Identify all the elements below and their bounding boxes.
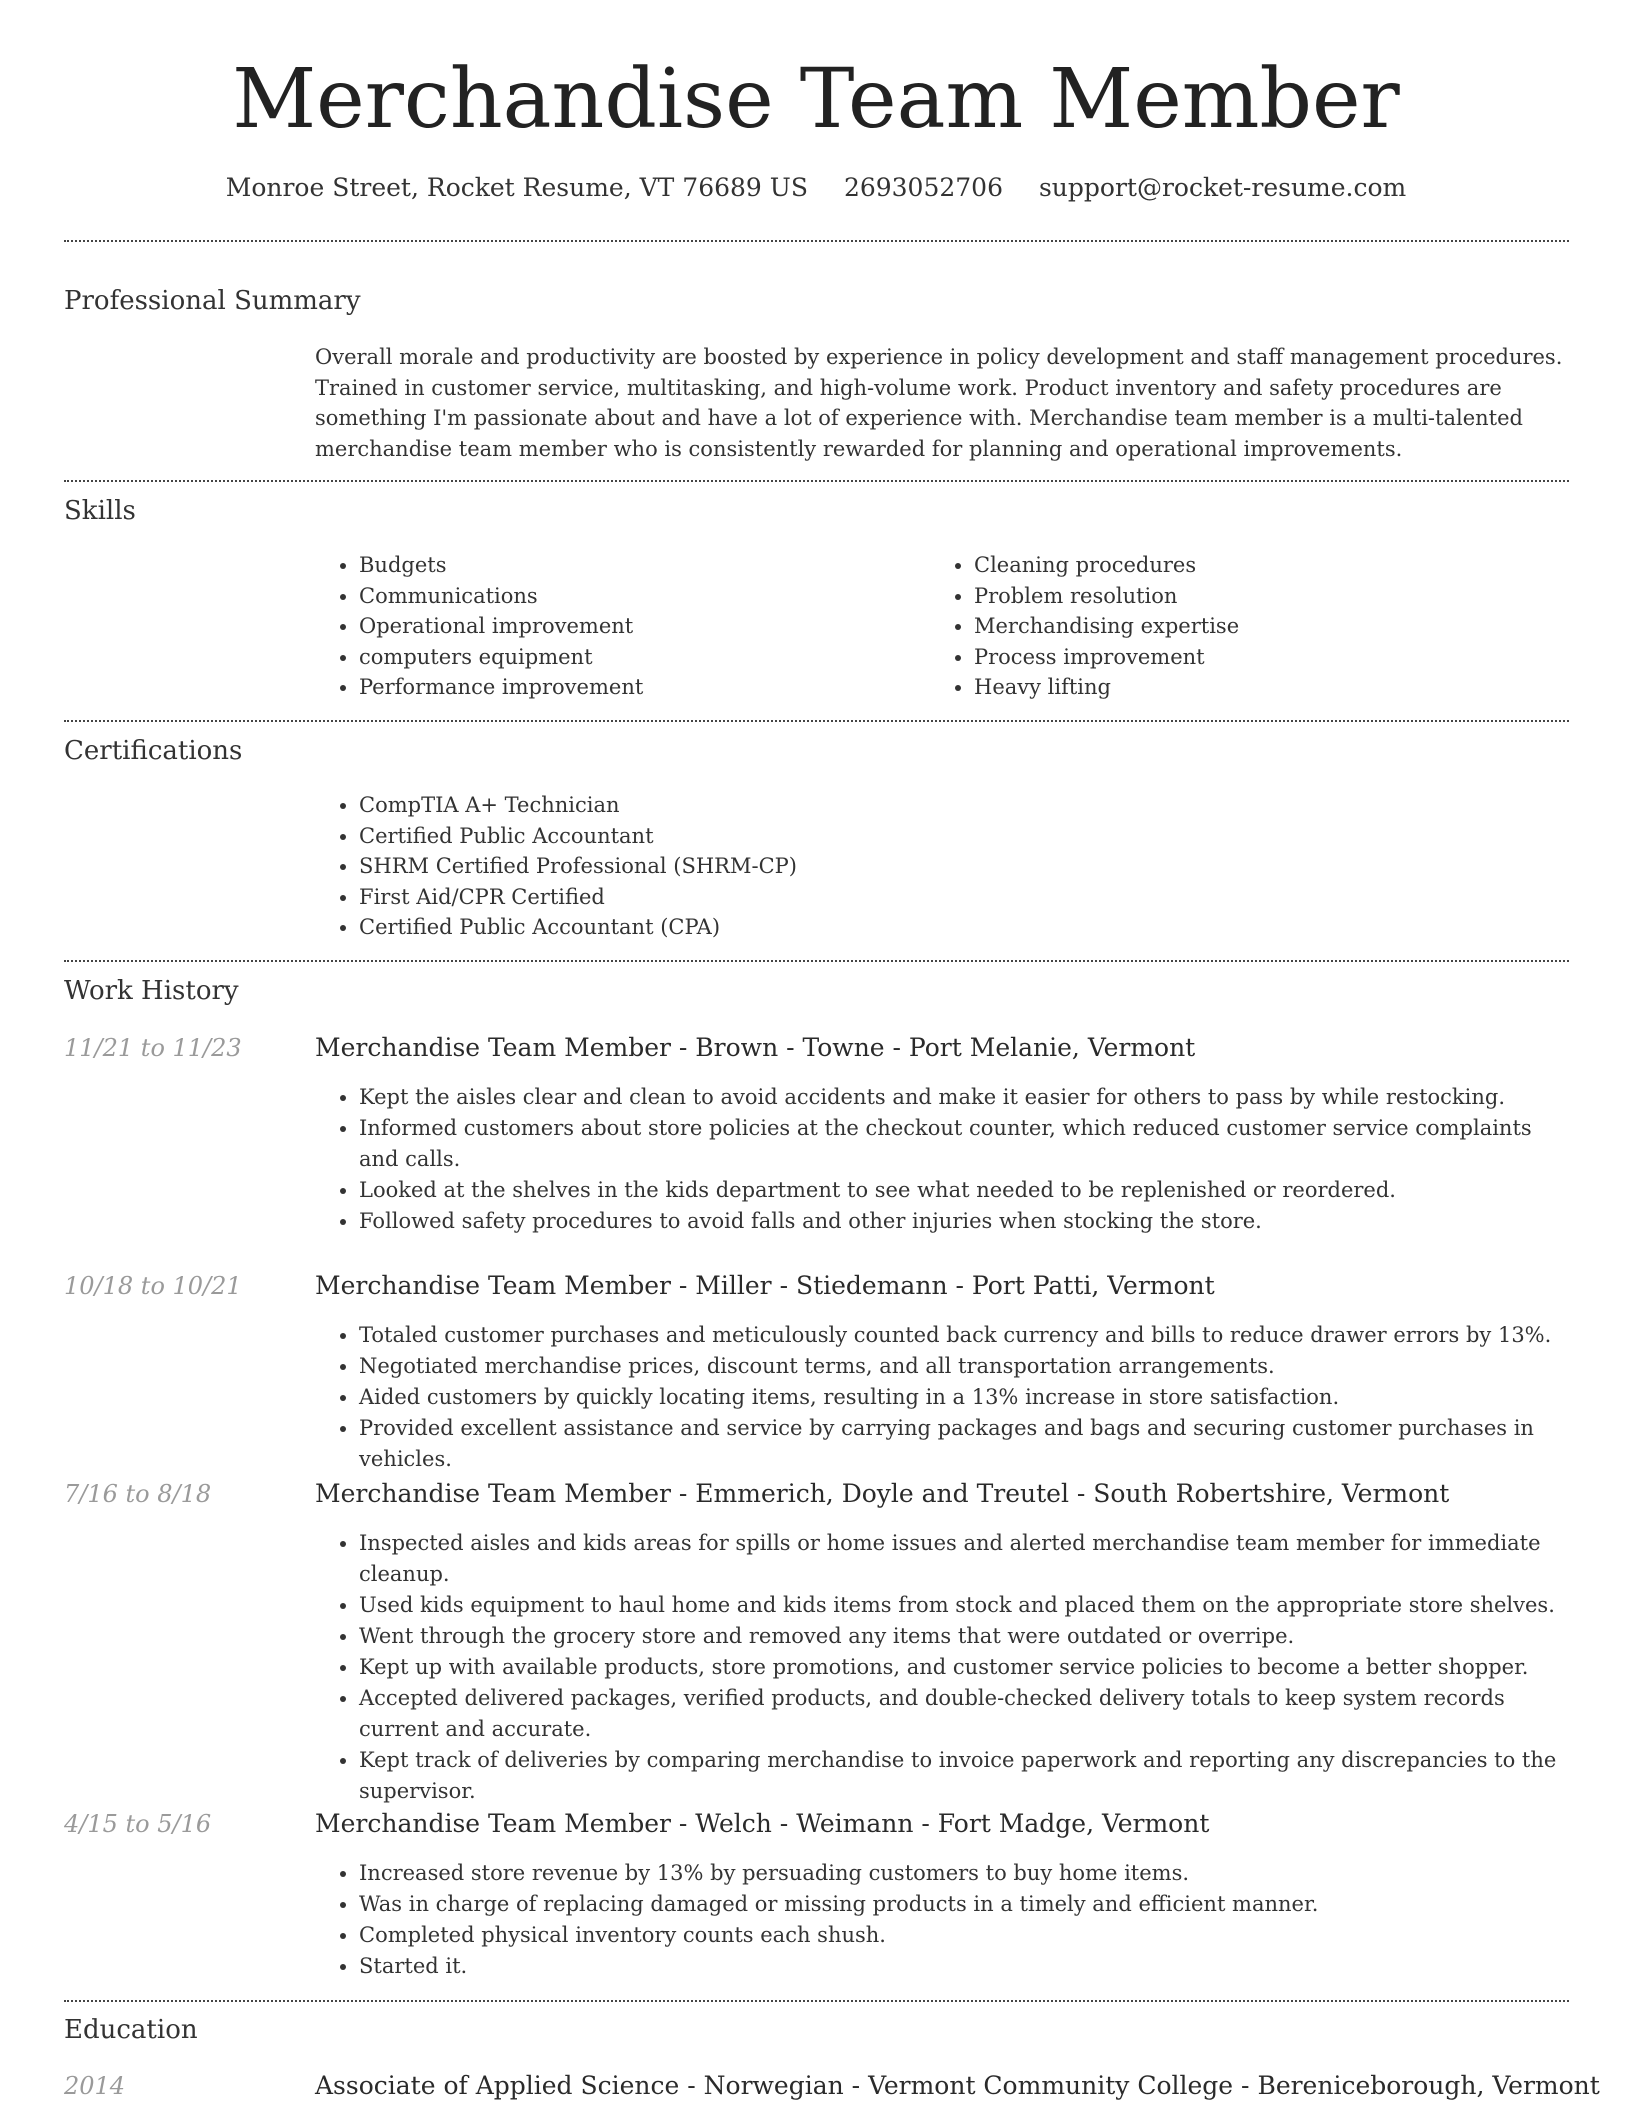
divider: [64, 960, 1569, 962]
skills-list-right: [930, 550, 1530, 703]
certification-item: • Certified Public Accountant: [359, 821, 1115, 852]
divider: [64, 480, 1569, 482]
job-bullet: • Totaled customer purchases and meticulously counted back currency and bills to reduce drawer errors by 13%.: [359, 1320, 1575, 1351]
job-bullet: • Provided excellent assistance and service by carrying packages and bags and securing customer purchases in vehicles.: [359, 1413, 1575, 1475]
divider: [64, 720, 1569, 722]
job-title: Merchandise Team Member - Welch - Weimann - Fort Madge, Vermont: [315, 1809, 1210, 1838]
section-title-certifications: Certifications: [64, 736, 243, 766]
job-bullet: • Kept up with available products, store promotions, and customer service policies to become a better shopper.: [359, 1652, 1575, 1683]
section-title-work-history: Work History: [64, 976, 239, 1006]
skill-item: • computers equipment: [359, 642, 915, 673]
job-bullets: [315, 1320, 1575, 1475]
skill-item: • Communications: [359, 581, 915, 612]
job-dates: 7/16 to 8/18: [64, 1480, 212, 1508]
job-bullet: • Accepted delivered packages, verified products, and double-checked delivery totals to keep system records current and accurate.: [359, 1683, 1575, 1745]
job-bullet: • Went through the grocery store and removed any items that were outdated or overripe.: [359, 1621, 1575, 1652]
divider: [64, 240, 1569, 242]
job-bullet: • Informed customers about store policies at the checkout counter, which reduced customer service complaints and calls.: [359, 1113, 1575, 1175]
job-bullet: • Started it.: [359, 1951, 1575, 1982]
job-bullet: • Inspected aisles and kids areas for spills or home issues and alerted merchandise team member for immediate cleanup.: [359, 1528, 1575, 1590]
job-bullet: • Looked at the shelves in the kids department to see what needed to be replenished or reordered.: [359, 1175, 1575, 1206]
job-title: Merchandise Team Member - Brown - Towne - Port Melanie, Vermont: [315, 1033, 1196, 1062]
education-entry: Associate of Applied Science - Norwegian - Vermont Community College - Bereniceborough, Vermont: [315, 2071, 1600, 2100]
phone: 2693052706: [843, 173, 1003, 202]
job-bullet: • Kept the aisles clear and clean to avoid accidents and make it easier for others to pass by while restocking.: [359, 1082, 1575, 1113]
certification-item: • SHRM Certified Professional (SHRM-CP): [359, 851, 1115, 882]
section-title-education: Education: [64, 2015, 198, 2045]
certification-item: • CompTIA A+ Technician: [359, 790, 1115, 821]
section-title-skills: Skills: [64, 496, 136, 526]
job-title: Merchandise Team Member - Miller - Stiedemann - Port Patti, Vermont: [315, 1271, 1215, 1300]
summary-text: Overall morale and productivity are boosted by experience in policy development and staff management procedures. Trained in customer service, multitasking, and high-volume work. Product inventory and safety procedures are something I'm passionate about and have a lot of experience with. Merchandise team member is a multi-talented merchandise team member who is consistently rewarded for planning and operational improvements.: [315, 345, 1563, 461]
skill-item: • Merchandising expertise: [974, 611, 1530, 642]
job-bullet: • Aided customers by quickly locating items, resulting in a 13% increase in store satisfaction.: [359, 1382, 1575, 1413]
address: Monroe Street, Rocket Resume, VT 76689 US: [225, 173, 808, 202]
skill-item: • Heavy lifting: [974, 672, 1530, 703]
skills-list-left: [315, 550, 915, 703]
divider: [64, 2000, 1569, 2002]
job-bullet: • Kept track of deliveries by comparing merchandise to invoice paperwork and reporting any discrepancies to the supervisor.: [359, 1745, 1575, 1807]
section-title-summary: Professional Summary: [64, 286, 361, 316]
job-title: Merchandise Team Member - Emmerich, Doyle and Treutel - South Robertshire, Vermont: [315, 1479, 1450, 1508]
skill-item: • Problem resolution: [974, 581, 1530, 612]
skill-item: • Cleaning procedures: [974, 550, 1530, 581]
email: support@rocket-resume.com: [1038, 173, 1407, 202]
job-bullets: [315, 1082, 1575, 1237]
job-bullet: • Was in charge of replacing damaged or missing products in a timely and efficient manner.: [359, 1889, 1575, 1920]
skill-item: • Budgets: [359, 550, 915, 581]
job-dates: 4/15 to 5/16: [64, 1810, 212, 1838]
job-bullet: • Completed physical inventory counts each shush.: [359, 1920, 1575, 1951]
job-bullet: • Followed safety procedures to avoid falls and other injuries when stocking the store.: [359, 1206, 1575, 1237]
job-bullet: • Negotiated merchandise prices, discount terms, and all transportation arrangements.: [359, 1351, 1575, 1382]
candidate-name: Merchandise Team Member: [232, 52, 1400, 147]
job-bullet: • Increased store revenue by 13% by persuading customers to buy home items.: [359, 1858, 1575, 1889]
certification-item: • Certified Public Accountant (CPA): [359, 912, 1115, 943]
job-bullet: • Used kids equipment to haul home and kids items from stock and placed them on the appropriate store shelves.: [359, 1590, 1575, 1621]
skill-item: • Process improvement: [974, 642, 1530, 673]
skill-item: • Operational improvement: [359, 611, 915, 642]
certification-item: • First Aid/CPR Certified: [359, 882, 1115, 913]
education-year: 2014: [64, 2072, 126, 2100]
job-bullets: [315, 1858, 1575, 1982]
job-dates: 11/21 to 11/23: [64, 1034, 242, 1062]
contact-line: [0, 168, 1632, 208]
certifications-list: [315, 790, 1115, 943]
skill-item: • Performance improvement: [359, 672, 915, 703]
job-bullets: [315, 1528, 1575, 1807]
job-dates: 10/18 to 10/21: [64, 1272, 242, 1300]
